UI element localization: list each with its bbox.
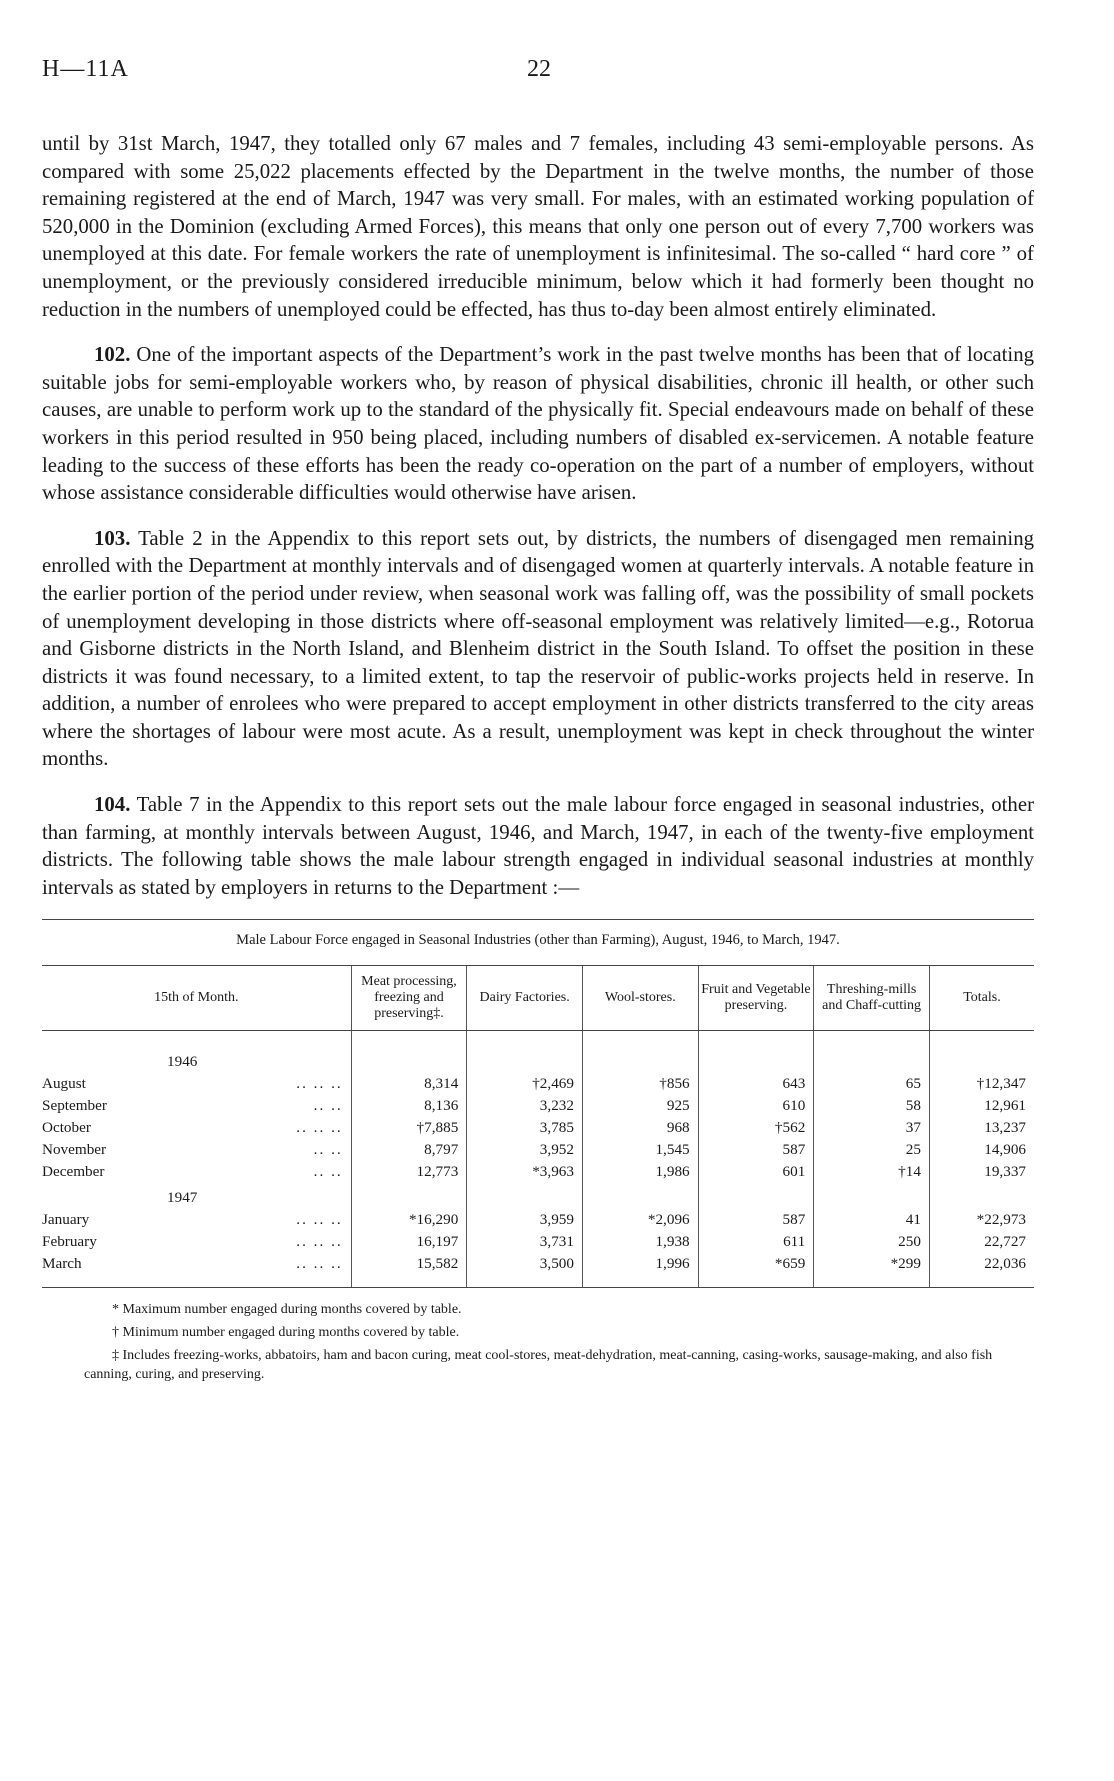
column-header: Threshing-mills and Chaff-cutting [814,966,930,1031]
month-name: August [42,1075,86,1093]
value-cell: 250 [814,1229,930,1251]
value-cell: 19,337 [929,1159,1034,1181]
month-cell [42,1093,351,1115]
value-cell: 58 [814,1093,930,1115]
value-cell: 601 [698,1159,814,1181]
leader-dots: .. .. .. [296,1255,343,1273]
month-cell [42,1207,351,1229]
value-cell: 37 [814,1115,930,1137]
empty-cell [929,1031,1034,1072]
empty-cell [42,1273,351,1288]
empty-cell [929,1273,1034,1288]
value-cell: 3,959 [467,1207,583,1229]
leader-dots: .. .. .. [296,1233,343,1251]
value-cell: 15,582 [351,1251,467,1273]
table-row [42,1137,1034,1159]
empty-cell [814,1273,930,1288]
leader-dots: .. .. .. [296,1119,343,1137]
value-cell: 611 [698,1229,814,1251]
table-footnotes [42,1300,1034,1384]
page-number: 22 [527,56,551,82]
value-cell: *2,096 [582,1207,698,1229]
year-row [42,1031,1034,1072]
month-cell [42,1137,351,1159]
empty-cell [698,1031,814,1072]
value-cell: *22,973 [929,1207,1034,1229]
empty-cell [582,1273,698,1288]
table-caption: Male Labour Force engaged in Seasonal Industries (other than Farming), August, 1946, to March, 1947. [236,932,840,949]
year-row [42,1181,1034,1207]
leader-dots: .. .. [313,1141,343,1159]
value-cell: †14 [814,1159,930,1181]
value-cell: 3,785 [467,1115,583,1137]
paragraph-103: 103. Table 2 in the Appendix to this report sets out, by districts, the numbers of disengaged men remaining enrolled with the Department at monthly intervals and of disengaged women at quarterly intervals. A notable feature in the earlier portion of the period under review, when seasonal work was falling off, was the possibility of small pockets of unemployment developing in those districts where off-seasonal employment was relatively limited—e.g., Rotorua and Gisborne districts in the North Island, and Blenheim district in the South Island. To offset the position in these districts it was found necessary, to a limited extent, to tap the reservoir of public-works projects held in reserve. In addition, a number of enrolees who were prepared to accept employment in other districts transferred to the city areas where the shortages of labour were most acute. As a result, unemployment was kept in check throughout the winter months. [42,526,1034,771]
value-cell: 1,996 [582,1251,698,1273]
paragraph-number: 104. [94,793,131,817]
empty-cell [929,1181,1034,1207]
value-cell: 1,545 [582,1137,698,1159]
month-cell [42,1229,351,1251]
table-row [42,1093,1034,1115]
value-cell: *299 [814,1251,930,1273]
empty-cell [582,1031,698,1072]
value-cell: 587 [698,1137,814,1159]
empty-cell [814,1181,930,1207]
report-page [42,56,1034,1388]
value-cell: 14,906 [929,1137,1034,1159]
value-cell: 3,500 [467,1251,583,1273]
month-name: September [42,1097,107,1115]
footnote: † Minimum number engaged during months covered by table. [112,1325,460,1341]
body-text [42,130,1034,901]
month-cell [42,1159,351,1181]
value-cell: †562 [698,1115,814,1137]
value-cell: 3,952 [467,1137,583,1159]
paragraph-number: 103. [94,526,131,550]
value-cell: 3,232 [467,1093,583,1115]
value-cell: *16,290 [351,1207,467,1229]
value-cell: †12,347 [929,1071,1034,1093]
table-body [42,1031,1034,1288]
empty-cell [351,1181,467,1207]
month-name: January [42,1211,90,1229]
month-cell [42,1071,351,1093]
column-header: Wool-stores. [582,966,698,1031]
column-header: Meat processing, freezing and preserving‡. [351,966,467,1031]
leader-dots: .. .. .. [296,1075,343,1093]
month-name: February [42,1233,97,1251]
value-cell: 22,036 [929,1251,1034,1273]
empty-cell [698,1181,814,1207]
month-name: December [42,1163,105,1181]
value-cell: 3,731 [467,1229,583,1251]
value-cell: 610 [698,1093,814,1115]
empty-cell [467,1181,583,1207]
value-cell: 65 [814,1071,930,1093]
leader-dots: .. .. [313,1097,343,1115]
paragraph-104: 104. Table 7 in the Appendix to this report sets out the male labour force engaged in seasonal industries, other than farming, at monthly intervals between August, 1946, and March, 1947, in each of the twenty-five employment districts. The following table shows the male labour strength engaged in individual seasonal industries at monthly intervals as stated by employers in returns to the Department :— [42,793,1034,899]
month-name: November [42,1141,107,1159]
value-cell: †2,469 [467,1071,583,1093]
value-cell: 968 [582,1115,698,1137]
value-cell: 587 [698,1207,814,1229]
table-row [42,1115,1034,1137]
paragraph-continued: until by 31st March, 1947, they totalled only 67 males and 7 females, including 43 semi-employable persons. As compared with some 25,022 placements effected by the Department in the twelve months, the number of those remaining registered at the end of March, 1947 was very small. For males, with an estimated working population of 520,000 in the Dominion (excluding Armed Forces), this means that only one person out of every 7,700 workers was unemployed at this date. For female workers the rate of unemployment is infinitesimal. The so-called “ hard core ” of unemployment, or the previously considered irreducible minimum, below which it had formerly been thought no reduction in the numbers of unemployed could be effected, has thus to-day been almost entirely eliminated. [42,132,1034,321]
table-row [42,1071,1034,1093]
footnote: * Maximum number engaged during months covered by table. [112,1302,462,1318]
leader-dots: .. .. [313,1163,343,1181]
value-cell: †856 [582,1071,698,1093]
value-cell: 12,961 [929,1093,1034,1115]
value-cell: *659 [698,1251,814,1273]
empty-cell [351,1031,467,1072]
value-cell: 25 [814,1137,930,1159]
value-cell: 13,237 [929,1115,1034,1137]
value-cell: *3,963 [467,1159,583,1181]
month-name: October [42,1119,91,1137]
value-cell: 41 [814,1207,930,1229]
table-row [42,1207,1034,1229]
labour-force-table [42,965,1034,1288]
month-cell [42,1251,351,1273]
table-header-row [42,966,1034,1031]
table-bottom-rule [42,1273,1034,1288]
paragraph-number: 102. [94,343,131,367]
value-cell: 16,197 [351,1229,467,1251]
year-label: 1946 [167,1053,198,1071]
document-code: H—11A [42,56,129,82]
empty-cell [582,1181,698,1207]
value-cell: 8,797 [351,1137,467,1159]
empty-cell [467,1273,583,1288]
empty-cell [814,1031,930,1072]
leader-dots: .. .. .. [296,1211,343,1229]
empty-cell [351,1273,467,1288]
empty-cell [698,1273,814,1288]
value-cell: 1,938 [582,1229,698,1251]
footnote: ‡ Includes freezing-works, abbatoirs, ham and bacon curing, meat cool-stores, meat-dehydration, meat-canning, casing-works, sausage-making, and also fish canning, curing, and preserving. [84,1348,993,1383]
page-header [42,56,1034,96]
empty-cell [467,1031,583,1072]
value-cell: 643 [698,1071,814,1093]
table-row [42,1159,1034,1181]
year-label: 1947 [167,1189,198,1207]
value-cell: 22,727 [929,1229,1034,1251]
value-cell: 8,314 [351,1071,467,1093]
value-cell: 12,773 [351,1159,467,1181]
column-header: 15th of Month. [42,966,351,1031]
value-cell: †7,885 [351,1115,467,1137]
paragraph-102: 102. One of the important aspects of the Department’s work in the past twelve months has been that of locating suitable jobs for semi-employable workers who, by reason of physical disabilities, chronic ill health, or other such causes, are unable to perform work up to the standard of the physically fit. Special endeavours made on behalf of these workers in this period resulted in 950 being placed, including numbers of disabled ex-servicemen. A notable feature leading to the success of these efforts has been the ready co-operation on the part of a number of employers, without whose assistance considerable difficulties would otherwise have arisen. [42,343,1034,505]
value-cell: 1,986 [582,1159,698,1181]
value-cell: 925 [582,1093,698,1115]
column-header: Dairy Factories. [467,966,583,1031]
column-header: Totals. [929,966,1034,1031]
value-cell: 8,136 [351,1093,467,1115]
table-top-rule [42,919,1034,920]
table-row [42,1251,1034,1273]
column-header: Fruit and Vegetable preserving. [698,966,814,1031]
month-name: March [42,1255,82,1273]
table-row [42,1229,1034,1251]
month-cell [42,1115,351,1137]
